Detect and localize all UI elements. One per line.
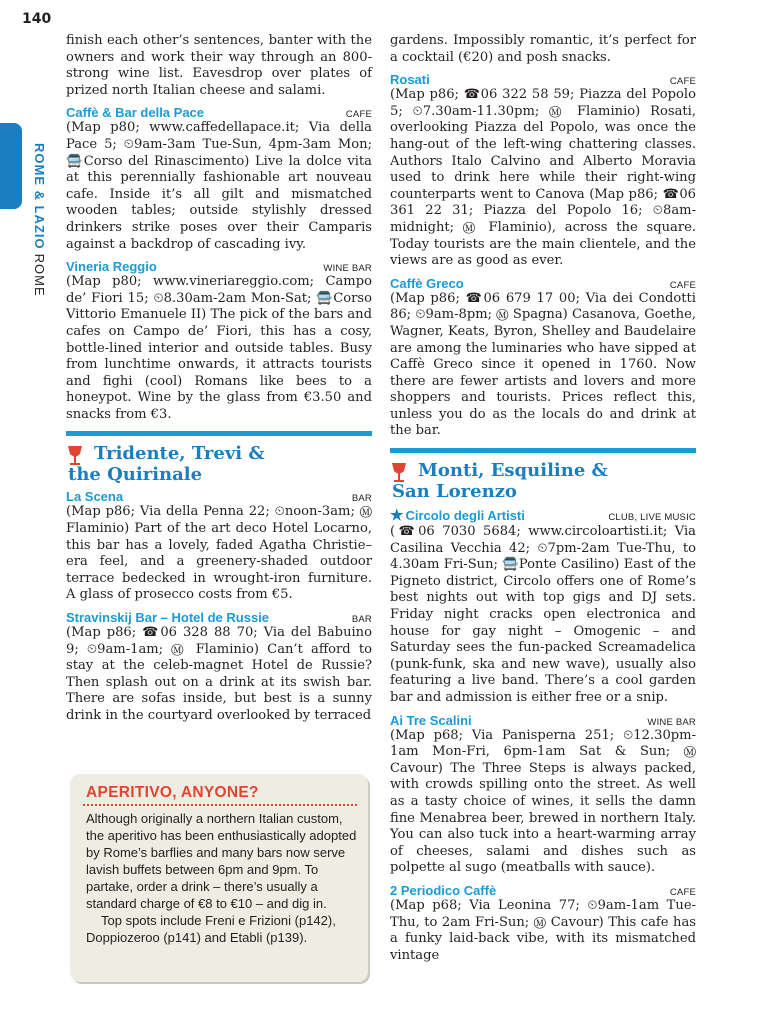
listing-vineria-reggio (66, 259, 372, 423)
listing-stravinskij-bar (66, 610, 372, 725)
listing-category: WINE BAR (323, 263, 372, 275)
listing-ai-tre-scalini (390, 713, 696, 877)
listing-text: (Map p86; ☎06 328 88 70; Via del Babuino 9; ⏲9am-1am; Ⓜ Flaminio) Can’t afford to stay at the celeb-magnet Hotel de Russie? Then splash out on a drink at its swish bar. There are sofas inside, but best is a sunny drink in the courtyard overlooked by terraced (66, 625, 372, 723)
listing-name: La Scena (66, 489, 124, 505)
section-heading-tridente (66, 431, 372, 485)
listing-category: CAFE (669, 76, 696, 88)
listing-category: CAFE (669, 279, 696, 291)
box-title: APERITIVO, ANYONE? (86, 784, 259, 801)
listing-text: (Map p86; Via della Penna 22; ⏲noon-3am; Ⓜ Flaminio) Part of the art deco Hotel Locarno, this bar has a lovely, faded Agatha Christie–era feel, and a greenery-shaded outdoor terrace bedecked in wrought-iron furniture. A glass of prosecco costs from €5. (66, 504, 372, 603)
listing-text: (Map p68; Via Panisperna 251; ⏲12.30pm-1am Mon-Fri, 6pm-1am Sat & Sun; Ⓜ Cavour) The Three Steps is always packed, with crowds spilling onto the street. As well as a tasty choice of wines, it sells the damn fine Menabrea beer, brewed in northern Italy. You can also tuck into a heart-warming array of cheeses, salami and dishes such as polpette al sugo (meatballs with sauce). (390, 727, 696, 876)
listing-text: (Map p86; ☎06 679 17 00; Via dei Condotti 86; ⏲9am-8pm; Ⓜ Spagna) Casanova, Goethe, Wagner, Keats, Byron, Shelley and Baudelaire are among the luminaries who have sipped at Caffè Greco since it opened in 1760. Now there are fewer artists and lovers and more shoppers and tourists. Prices reflect this, unless you do as the locals do and drink at the bar. (390, 290, 696, 439)
listing-caffe-greco (390, 276, 696, 440)
section-heading-monti (390, 448, 696, 502)
listing-text: (Map p68; Via Leonina 77; ⏲9am-1am Tue-Thu, to 2am Fri-Sun; Ⓜ Cavour) This cafe has a funky laid-back vibe, with its mismatched vintage (390, 897, 696, 963)
listing-caffe-della-pace (66, 105, 372, 253)
section-title-line2: the Quirinale (68, 464, 203, 486)
side-tab-label (32, 143, 47, 297)
right-column (390, 33, 696, 964)
side-tab-region: ROME & LAZIO (32, 143, 47, 250)
listing-name: Ai Tre Scalini (390, 712, 472, 728)
section-title-line2: San Lorenzo (392, 481, 517, 503)
listing-name: Vineria Reggio (66, 259, 157, 275)
listing-circolo-degli-artisti (390, 506, 696, 707)
page-number: 140 (22, 11, 52, 27)
star-icon: ★ (390, 507, 404, 525)
right-intro-text: gardens. Impossibly romantic, it’s perfect for a cocktail (€20) and posh snacks. (390, 33, 696, 65)
dotted-divider (83, 804, 357, 806)
listing-category: BAR (351, 614, 372, 626)
left-column (66, 33, 372, 725)
box-paragraph-2: Top spots include Freni e Frizioni (p142), Doppiozeroo (p141) and Etabli (p139). (86, 913, 336, 945)
section-title-line1: Monti, Esquiline & (418, 460, 608, 482)
box-paragraph-1: Although originally a northern Italian custom, the aperitivo has been enthusiastically adopted by Rome’s barflies and many bars now serve lavish buffets between 6pm and 9pm. To partake, order a drink – there’s usually a standard charge of €8 to €10 – and dig in. (86, 811, 357, 911)
listing-category: BAR (351, 493, 372, 505)
side-tab-city: ROME (32, 253, 47, 297)
listing-la-scena (66, 489, 372, 604)
left-intro-text: finish each other’s sentences, banter with the owners and work their way through an 800-strong wine list. Eavesdrop over plates of prized north Italian cheese and salami. (66, 33, 372, 98)
listing-text: (Map p80; www.caffedellapace.it; Via della Pace 5; ⏲9am-3am Tue-Sun, 4pm-3am Mon; 🚍Corso del Rinascimento) Live la dolce vita at this perennially fashionable art nouveau cafe. Inside it’s all gilt and mismatched wooden tables; outside stylishly dressed drinkers strike poses over their Camparis against a backdrop of cascading ivy. (66, 120, 372, 252)
listing-2-periodico-caffe (390, 883, 696, 964)
listing-category: CLUB, LIVE MUSIC (608, 512, 696, 524)
listing-rosati (390, 72, 696, 270)
listing-category: CAFE (345, 109, 372, 121)
section-title-line1: Tridente, Trevi & (94, 443, 265, 465)
listing-text: (Map p80; www.vineriareggio.com; Campo de’ Fiori 15; ⏲8.30am-2am Mon-Sat; 🚍Corso Vittorio Emanuele II) The pick of the bars and cafes on Campo de’ Fiori, this has a cosy, bottle-lined interior and outside tables. Busy from lunchtime onwards, it attracts tourists and fighi (cool) Romans like bees to a honeypot. Wine by the glass from €3.50 and snacks from €3. (66, 274, 372, 422)
side-tab-marker (0, 123, 22, 209)
listing-category: CAFE (669, 886, 696, 898)
listing-name: 2 Periodico Caffè (390, 882, 497, 898)
box-body (86, 810, 358, 946)
listing-text: (Map p86; ☎06 322 58 59; Piazza del Popolo 5; ⏲7.30am-11.30pm; Ⓜ Flaminio) Rosati, overlooking Piazza del Popolo, was once the hang-out of the left-wing chattering classes. Authors Italo Calvino and Alberto Moravia used to drink here while their right-wing counterparts went to Canova (Map p86; ☎06 361 22 31; Piazza del Popolo 16; ⏲8am-midnight; Ⓜ Flaminio), across the square. Today tourists are the main clientele, and the views are as good as ever. (390, 87, 696, 269)
aperitivo-sidebar-box (70, 774, 368, 982)
listing-name: Caffè Greco (390, 275, 464, 291)
listing-text: (☎06 7030 5684; www.circoloartisti.it; Via Casilina Vecchia 42; ⏲7pm-2am Tue-Thu, to 4.30am Fri-Sun; 🚍Ponte Casilino) East of the Pigneto district, Circolo offers one of Rome’s best nights out with top gigs and DJ sets. Friday night cracks open electronica and house for gay night – Omogenic – and Saturday sees the fun-packed Screamadelica (punk-funk, ska and new wave), usually also featuring a live band. There’s a cool garden bar and admission is either free or a snip. (390, 524, 696, 705)
listing-name: Caffè & Bar della Pace (66, 105, 205, 121)
listing-name: Rosati (390, 72, 430, 88)
listing-name: Circolo degli Artisti (405, 508, 525, 524)
listing-name: Stravinskij Bar – Hotel de Russie (66, 610, 270, 626)
listing-category: WINE BAR (647, 716, 696, 728)
